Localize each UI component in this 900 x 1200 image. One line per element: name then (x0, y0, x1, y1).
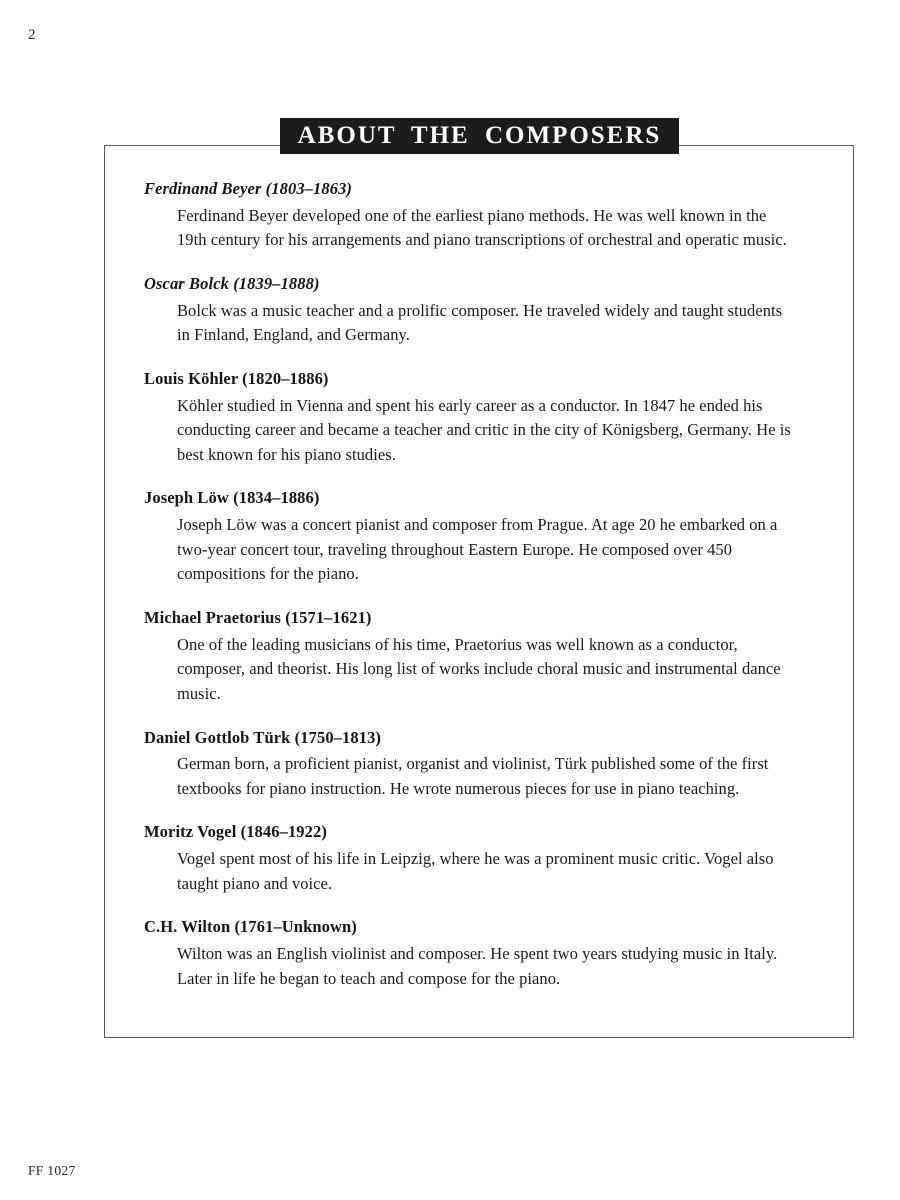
section-title: ABOUT THE COMPOSERS (297, 122, 662, 149)
footer-code: FF 1027 (28, 1163, 76, 1178)
composer-entry (144, 728, 799, 802)
page-number: 2 (28, 27, 36, 43)
composer-entry (144, 488, 799, 587)
composer-biography: One of the leading musicians of his time, Praetorius was well known as a conductor, composer, and theorist. His long list of works include choral music and instrumental dance music. (177, 634, 781, 703)
composer-name-heading: C.H. Wilton (1761–Unknown) (144, 917, 357, 937)
composer-name-heading: Daniel Gottlob Türk (1750–1813) (144, 727, 382, 747)
composer-name-heading: Moritz Vogel (1846–1922) (144, 822, 327, 842)
section-banner (280, 118, 679, 154)
composer-entry (144, 917, 799, 991)
composer-entry (144, 369, 799, 468)
composer-biography: Köhler studied in Vienna and spent his early career as a conductor. In 1847 he ended his conducting career and became a teacher and critic in the city of Königsberg, Germany. He is best known for his piano studies. (177, 395, 791, 464)
composer-biography: Joseph Löw was a concert pianist and composer from Prague. At age 20 he embarked on a two-year concert tour, traveling throughout Eastern Europe. He composed over 450 compositions for the piano. (177, 515, 778, 584)
composer-name-heading: Ferdinand Beyer (1803–1863) (144, 179, 353, 198)
composer-biography: Vogel spent most of his life in Leipzig, where he was a prominent music critic. Vogel also taught piano and voice. (177, 849, 774, 893)
composer-name-heading: Joseph Löw (1834–1886) (144, 488, 320, 508)
composer-biography: Wilton was an English violinist and composer. He spent two years studying music in Italy. Later in life he began to teach and compose for the piano. (177, 944, 778, 988)
composer-biography: Ferdinand Beyer developed one of the earliest piano methods. He was well known in the 19th century for his arrangements and piano transcriptions of orchestral and operatic music. (177, 205, 787, 250)
composer-name-heading: Michael Praetorius (1571–1621) (144, 607, 372, 627)
composer-name-heading: Oscar Bolck (1839–1888) (144, 273, 320, 293)
composer-entry (144, 822, 799, 896)
composer-biography: German born, a proficient pianist, organist and violinist, Türk published some of the first textbooks for piano instruction. He wrote numerous pieces for use in piano teaching. (177, 754, 769, 798)
composer-name-heading: Louis Köhler (1820–1886) (144, 368, 329, 388)
composer-entry (144, 608, 799, 707)
composer-entry (144, 274, 799, 348)
composer-entry-list (144, 179, 799, 991)
composer-biography: Bolck was a music teacher and a prolific composer. He traveled widely and taught students in Finland, England, and Germany. (177, 300, 783, 345)
composer-entry (144, 179, 799, 253)
